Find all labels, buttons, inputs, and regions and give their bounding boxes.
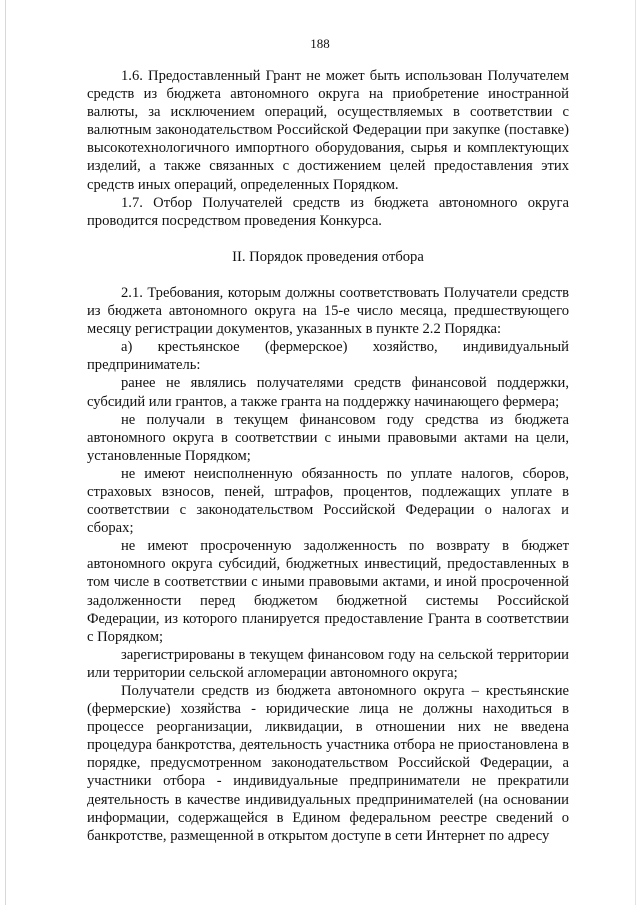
paragraph-requirement-5: зарегистрированы в текущем финансовом году на сельской территории или территории сельской агломерации автономного округа;	[87, 646, 569, 681]
document-body	[87, 67, 569, 845]
paragraph-1-6: 1.6. Предоставленный Грант не может быть использован Получателем средств из бюджета автономного округа на приобретение иностранной валюты, за исключением операций, осуществляемых в соответствии с валютным законодательством Российской Федерации при закупке (поставке) высокотехнологичного импортного оборудования, сырья и комплектующих изделий, а также связанных с достижением целей предоставления этих средств иных операций, определенных Порядком.	[87, 68, 569, 193]
paragraph-recipients: Получатели средств из бюджета автономного округа – крестьянские (фермерские) хозяйства - юридические лица не должны находиться в процессе реорганизации, ликвидации, в отношении них не введена процедура банкротства, деятельность участника отбора не приостановлена в порядке, предусмотренном законодательством Российской Федерации, а участники отбора - индивидуальные предприниматели не прекратили деятельность в качестве индивидуальных предпринимателей (на основании информации, содержащейся в Едином федеральном реестре сведений о банкротстве, размещенной в открытом доступе в сети Интернет по адресу	[87, 683, 569, 844]
paragraph-requirement-1: ранее не являлись получателями средств финансовой поддержки, субсидий или грантов, а также гранта на поддержку начинающего фермера;	[87, 375, 569, 410]
paragraph-requirement-4: не имеют просроченную задолженность по возврату в бюджет автономного округа субсидий, бюджетных инвестиций, предоставленных в том числе в соответствии с иными правовыми актами, и иной просроченной задолженности перед бюджетом бюджетной системы Российской Федерации, из которого планируется предоставление Гранта в соответствии с Порядком;	[87, 538, 569, 645]
section-heading: II. Порядок проведения отбора	[232, 248, 424, 265]
paragraph-requirement-3: не имеют неисполненную обязанность по уплате налогов, сборов, страховых взносов, пеней, штрафов, процентов, подлежащих уплате в соответствии с законодательством Российской Федерации о налогах и сборах;	[87, 465, 569, 537]
paragraph-1-7: 1.7. Отбор Получателей средств из бюджета автономного округа проводится посредством проведения Конкурса.	[87, 194, 569, 229]
page-edge-right	[635, 0, 636, 905]
page-number: 188	[310, 36, 330, 51]
paragraph-requirement-2: не получали в текущем финансовом году средства из бюджета автономного округа в соответствии с иными правовыми актами на цели, установленные Порядком;	[87, 411, 569, 464]
paragraph-2-1: 2.1. Требования, которым должны соответствовать Получатели средств из бюджета автономного округа на 15-е число месяца, предшествующего месяцу регистрации документов, указанных в пункте 2.2 Порядка:	[87, 284, 569, 338]
paragraph-subitem-a: а) крестьянское (фермерское) хозяйство, индивидуальный предприниматель:	[87, 339, 569, 374]
page-edge-left	[5, 0, 6, 905]
